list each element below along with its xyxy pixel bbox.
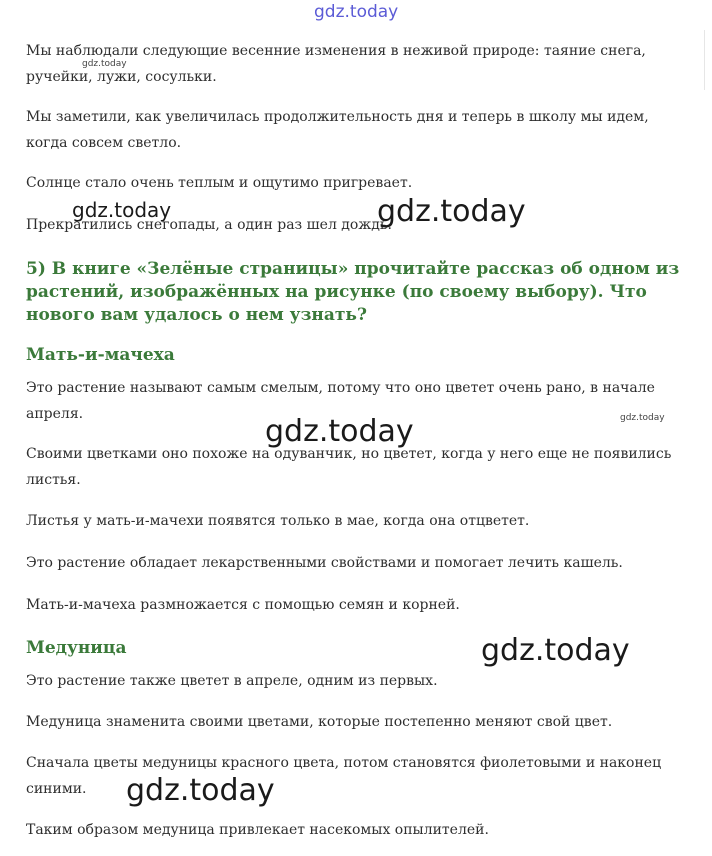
watermark-large: gdz.today [377, 194, 526, 229]
watermark-large: gdz.today [481, 633, 630, 668]
watermark-large: gdz.today [265, 414, 414, 449]
coltsfoot-paragraph: Своими цветками оно похоже на одуванчик, но цветет, когда у него еще не появились листья. [26, 446, 672, 488]
coltsfoot-paragraph: Мать-и-мачеха размножается с помощью семян и корней. [26, 597, 460, 613]
coltsfoot-paragraph: Это растение обладает лекарственными свойствами и помогает лечить кашель. [26, 555, 623, 571]
watermark-large: gdz.today [126, 773, 275, 808]
paragraph-day-length: Мы заметили, как увеличилась продолжительность дня и теперь в школу мы идем, когда совсем светло. [26, 109, 649, 151]
section-heading-coltsfoot: Мать-и-мачеха [26, 345, 175, 365]
watermark-small: gdz.today [620, 413, 665, 423]
lungwort-paragraph: Таким образом медуница привлекает насекомых опылителей. [26, 822, 489, 838]
right-border-line [704, 30, 705, 90]
lungwort-paragraph: Это растение также цветет в апреле, одним из первых. [26, 673, 438, 689]
paragraph-spring-changes: Мы наблюдали следующие весенние изменения в неживой природе: таяние снега, ручейки, лужи, сосульки. [26, 43, 646, 85]
question-heading: 5) В книге «Зелёные страницы» прочитайте рассказ об одном из растений, изображённых на рисунке (по своему выбору). Что нового вам удалось о нем узнать? [26, 259, 680, 325]
watermark-top: gdz.today [314, 2, 399, 22]
lungwort-paragraph: Медуница знаменита своими цветами, которые постепенно меняют свой цвет. [26, 714, 613, 730]
section-heading-lungwort: Медуница [26, 638, 127, 658]
paragraph-snowfall-stopped: Прекратились снегопады, а один раз шел дождь. [26, 217, 392, 233]
paragraph-sun-warm: Солнце стало очень теплым и ощутимо пригревает. [26, 175, 413, 191]
watermark-small: gdz.today [82, 59, 127, 69]
coltsfoot-paragraph: Листья у мать-и-мачехи появятся только в мае, когда она отцветет. [26, 513, 530, 529]
watermark-medium: gdz.today [72, 198, 172, 222]
coltsfoot-paragraph: Это растение называют самым смелым, потому что оно цветет очень рано, в начале апреля. [26, 380, 655, 422]
lungwort-paragraph: Сначала цветы медуницы красного цвета, потом становятся фиолетовыми и наконец синими. [26, 755, 662, 797]
